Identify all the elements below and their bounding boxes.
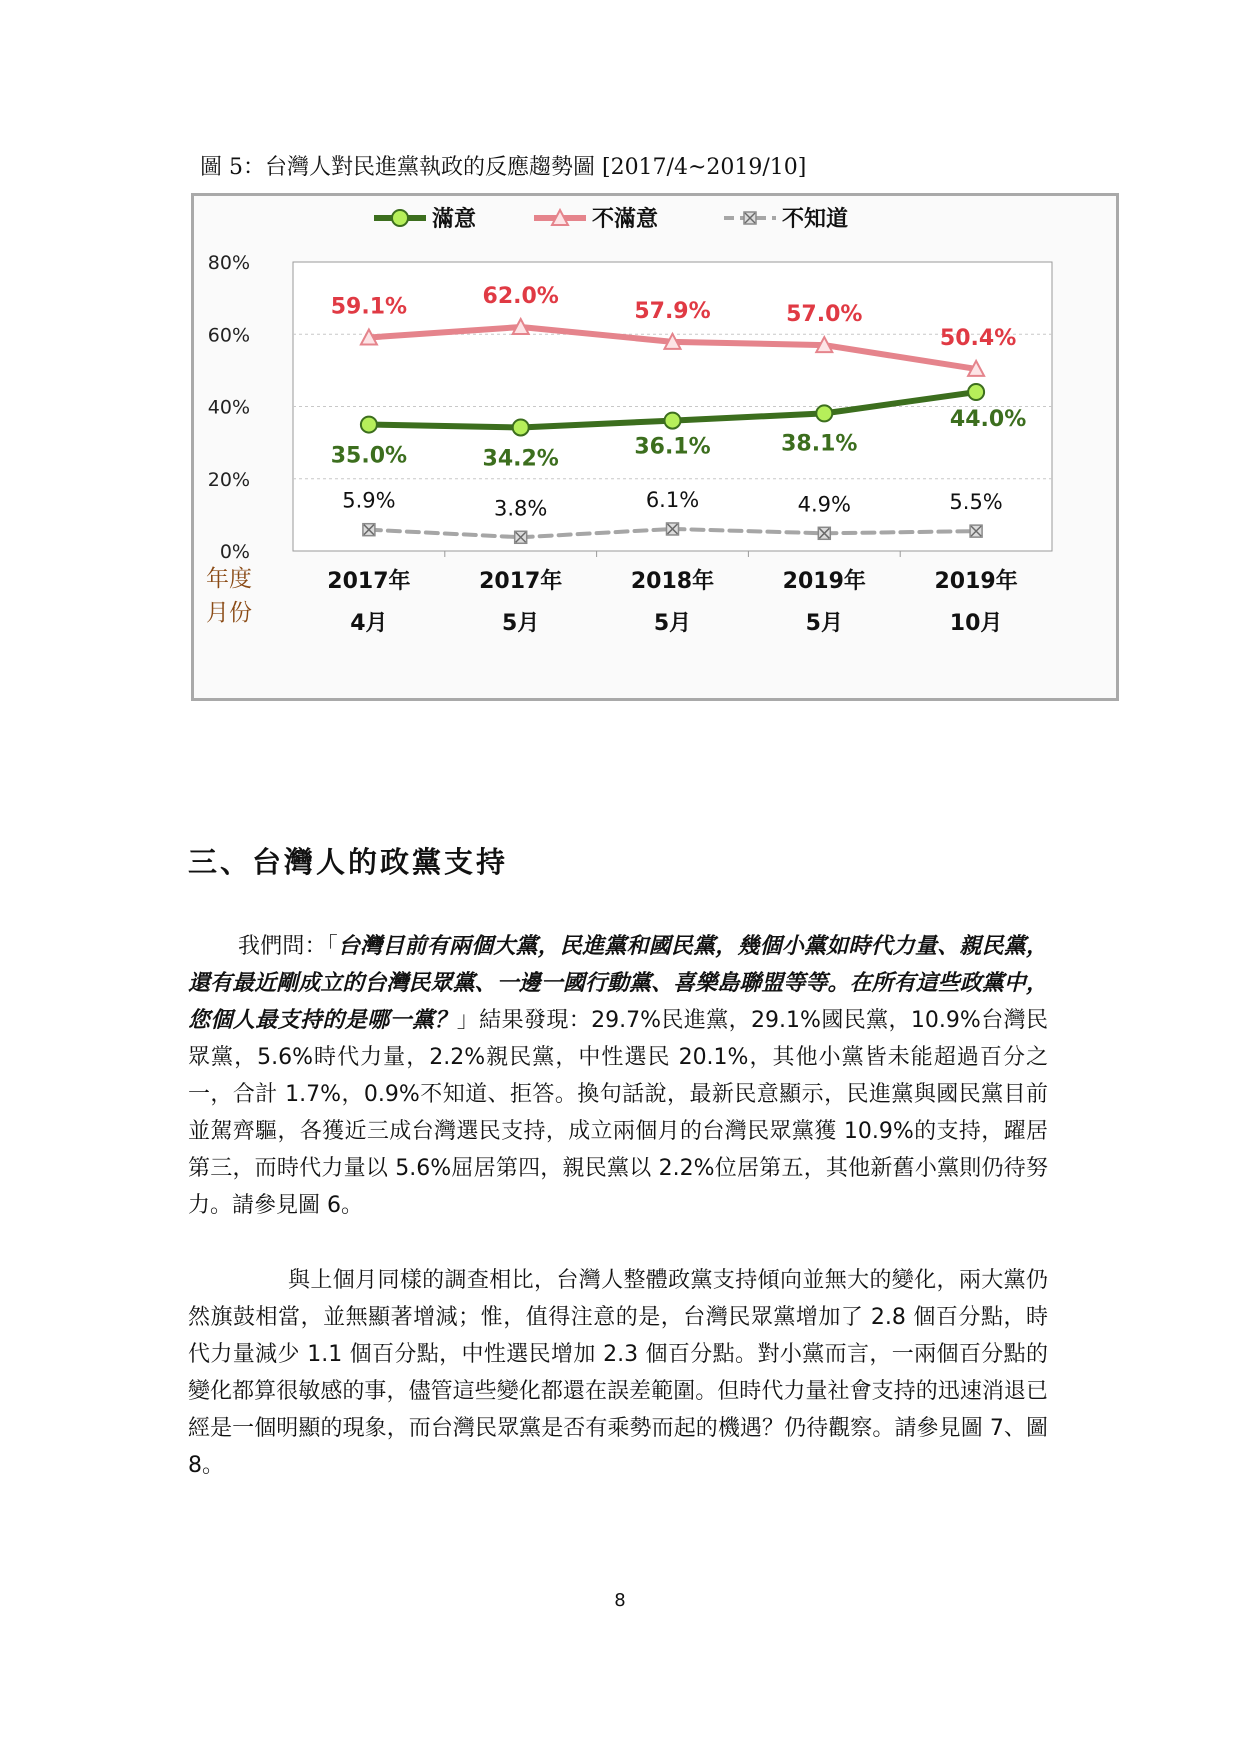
data-label: 6.1% xyxy=(645,487,700,512)
data-label: 57.0% xyxy=(786,302,863,328)
data-label: 36.1% xyxy=(634,434,711,460)
section-heading: 三、台灣人的政黨支持 xyxy=(188,845,509,879)
y-tick-label: 20% xyxy=(207,468,250,491)
y-tick-label: 60% xyxy=(207,324,250,347)
x-tick-label-month: 10月 xyxy=(949,611,1003,636)
series-1-marker xyxy=(361,417,377,433)
paragraph-comparison: 與上個月同樣的調查相比，台灣人整體政黨支持傾向並無大的變化，兩大黨仍然旗鼓相當，並無顯著增減；惟，值得注意的是，台灣民眾黨增加了 2.8 個百分點，時代力量減少 1.1 個百分點，中性選民增加 2.3 個百分點。對小黨而言，一兩個百分點的變化都算很敏感的事，儘管這些變化都還在誤差範圍。但時代力量社會支持的迅速消退已經是一個明顯的現象，而台灣民眾黨是否有乘勢而起的機遇？仍待觀察。請參見圖 7、圖 8。 xyxy=(188,1268,1048,1478)
series-1-marker xyxy=(665,413,681,429)
x-tick-label-year: 2017年 xyxy=(327,569,411,594)
data-label: 34.2% xyxy=(482,446,559,472)
data-label: 38.1% xyxy=(781,431,858,457)
figure-caption: 圖 5：台灣人對民進黨執政的反應趨勢圖 [2017/4~2019/10] xyxy=(200,155,807,180)
x-tick-label-year: 2018年 xyxy=(630,569,715,594)
data-label: 57.9% xyxy=(634,298,711,324)
data-label: 3.8% xyxy=(494,496,548,521)
x-tick-label-month: 5月 xyxy=(805,611,843,636)
trend-line-chart xyxy=(194,196,1116,698)
data-label: 62.0% xyxy=(482,284,559,310)
paragraph-lead: 我們問：「 xyxy=(238,934,338,959)
x-tick-label-month: 5月 xyxy=(653,611,692,636)
x-tick-label-year: 2019年 xyxy=(782,569,866,594)
legend-label: 不滿意 xyxy=(592,207,659,232)
data-label: 5.9% xyxy=(342,488,396,513)
data-label: 59.1% xyxy=(330,294,408,320)
data-label: 50.4% xyxy=(939,325,1017,351)
x-tick-label-month: 5月 xyxy=(502,611,540,636)
y-tick-label: 0% xyxy=(219,541,250,563)
y-tick-label: 40% xyxy=(207,396,250,419)
legend-label: 滿意 xyxy=(432,207,477,232)
paragraph-party-support xyxy=(188,928,1048,1224)
x-tick-label-year: 2019年 xyxy=(934,569,1018,594)
row-label-month: 月份 xyxy=(206,600,252,626)
x-tick-label-year: 2017年 xyxy=(479,569,563,594)
series-1-marker xyxy=(968,384,984,400)
page-number: 8 xyxy=(614,1590,626,1611)
x-tick-label-month: 4月 xyxy=(350,611,388,636)
chart-frame xyxy=(191,193,1119,701)
legend-marker-1 xyxy=(392,210,408,226)
row-label-year: 年度 xyxy=(206,566,252,592)
data-label: 35.0% xyxy=(330,443,408,469)
y-tick-label: 80% xyxy=(207,252,250,274)
legend-label: 不知道 xyxy=(782,207,849,232)
data-label: 5.5% xyxy=(949,490,1003,515)
series-1-marker xyxy=(816,405,832,421)
survey-question-quote: 台灣目前有兩個大黨，民進黨和國民黨，幾個小黨如時代力量、親民黨，還有最近剛成立的台灣民眾黨、一邊一國行動黨、喜樂島聯盟等等。在所有這些政黨中，您個人最支持的是哪一黨？ xyxy=(188,934,1048,1033)
data-label: 4.9% xyxy=(797,492,851,517)
series-1-marker xyxy=(513,419,529,435)
data-label: 44.0% xyxy=(949,407,1027,433)
paragraph-findings: 」結果發現：29.7%民進黨，29.1%國民黨，10.9%台灣民眾黨，5.6%時代力量，2.2%親民黨，中性選民 20.1%，其他小黨皆未能超過百分之一，合計 1.7%，0.9%不知道、拒答。換句話說，最新民意顯示，民進黨與國民黨目前並駕齊驅，各獲近三成台灣選民支持，成立兩個月的台灣民眾黨獲 10.9%的支持，躍居第三，而時代力量以 5.6%屈居第四，親民黨以 2.2%位居第五，其他新舊小黨則仍待努力。請參見圖 6。 xyxy=(188,1008,1048,1218)
